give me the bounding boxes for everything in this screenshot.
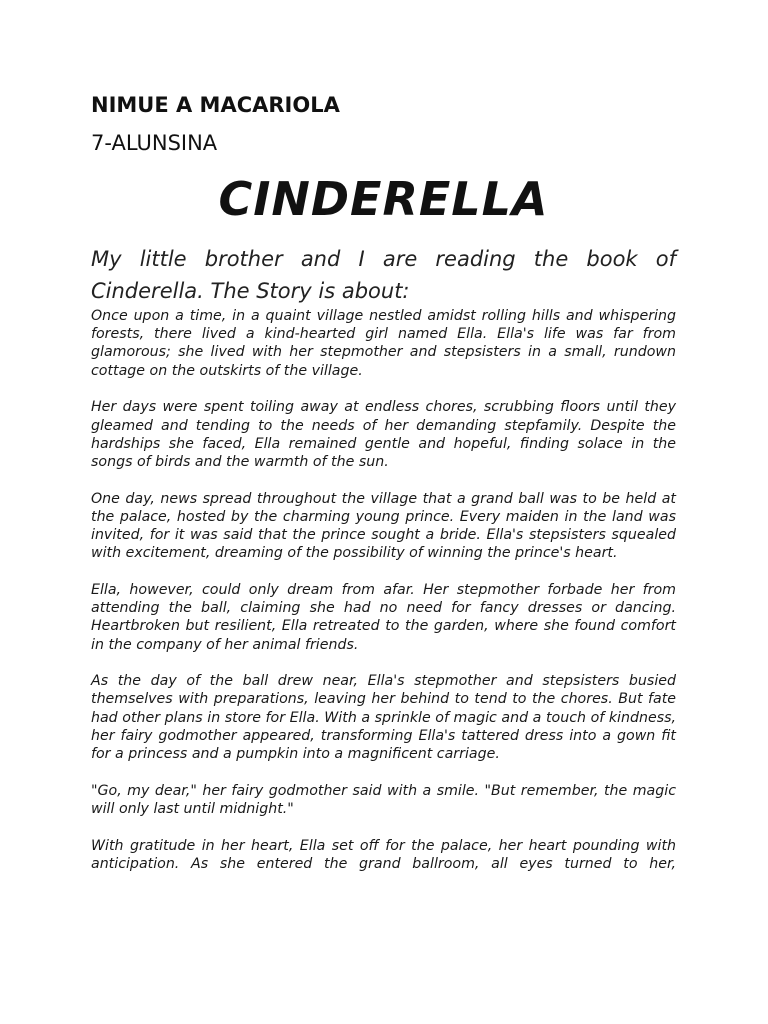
author-name: NIMUE A MACARIOLA xyxy=(91,93,340,117)
story-title: CINDERELLA xyxy=(218,172,549,226)
class-section: 7-ALUNSINA xyxy=(91,131,218,155)
intro-text: My little brother and I are reading the book of Cinderella. The Story is about: xyxy=(91,247,676,303)
story-paragraph: One day, news spread throughout the village that a grand ball was to be held at the palace, hosted by the charming young prince. Every maiden in the land was invited, for it was said that the prince sought a bride. Ella's stepsisters squealed with excitement, dreaming of the possibility of winning the prince's heart. xyxy=(91,490,676,562)
story-paragraph: As the day of the ball drew near, Ella's stepmother and stepsisters busied themselves with preparations, leaving her behind to tend to the chores. But fate had other plans in store for Ella. With a sprinkle of magic and a touch of kindness, her fairy godmother appeared, transforming Ella's tattered dress into a gown fit for a princess and a pumpkin into a magnificent carriage. xyxy=(91,673,676,763)
document-page xyxy=(91,90,676,892)
story-paragraph: "Go, my dear," her fairy godmother said with a smile. "But remember, the magic will only last until midnight." xyxy=(91,782,676,817)
story-body xyxy=(91,307,676,873)
story-paragraph: With gratitude in her heart, Ella set off for the palace, her heart pounding with anticipation. As she entered the grand ballroom, all eyes turned to her, xyxy=(91,837,676,872)
story-paragraph: Once upon a time, in a quaint village nestled amidst rolling hills and whispering forests, there lived a kind-hearted girl named Ella. Ella's life was far from glamorous; she lived with her stepmother and stepsisters in a small, rundown cottage on the outskirts of the village. xyxy=(91,308,676,379)
story-paragraph: Her days were spent toiling away at endless chores, scrubbing floors until they gleamed and tending to the needs of her demanding stepfamily. Despite the hardships she faced, Ella remained gentle and hopeful, finding solace in the songs of birds and the warmth of the sun. xyxy=(91,399,676,470)
story-paragraph: Ella, however, could only dream from afar. Her stepmother forbade her from attending the ball, claiming she had no need for fancy dresses or dancing. Heartbroken but resilient, Ella retreated to the garden, where she found comfort in the company of her animal friends. xyxy=(91,581,676,653)
